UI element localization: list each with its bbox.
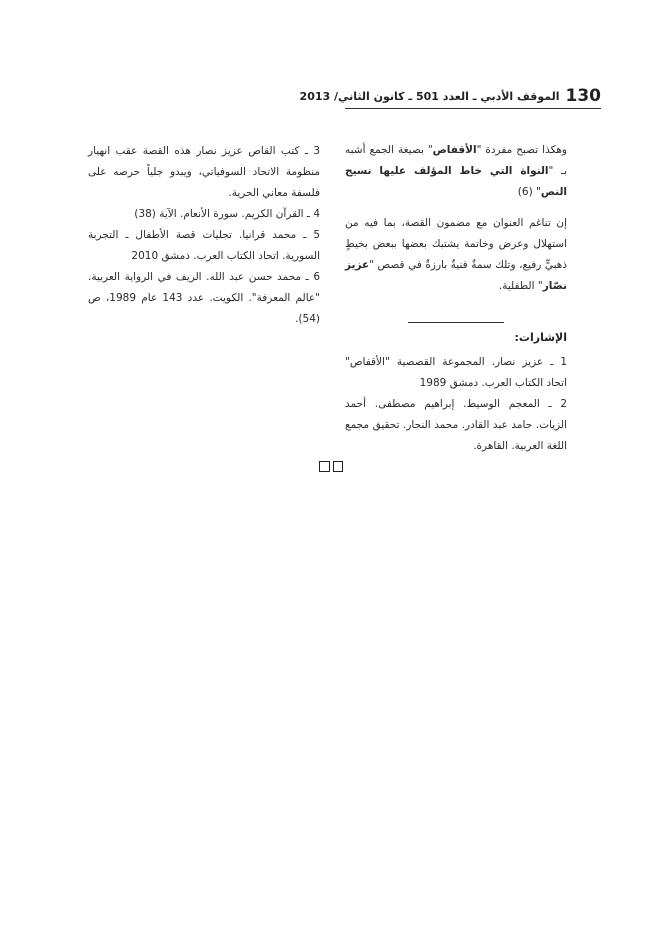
article-body (345, 140, 567, 297)
square-icon (319, 461, 330, 472)
square-icon (333, 461, 344, 472)
reference-item: 5 ـ محمد قرانيا. تجليات قصة الأطفال ـ التجربة السورية. اتحاد الكتاب العرب. دمشق 2010 (88, 229, 320, 262)
reference-item: 4 ـ القرآن الكريم. سورة الأنعام. الآية (38) (134, 208, 320, 220)
text-run: وهكذا تصبح مفردة " (476, 144, 567, 156)
bold-quote: النواة التي خاط المؤلف عليها نسيج النص (345, 165, 567, 198)
references-heading: الإشارات: (514, 331, 567, 344)
article-paragraph (345, 140, 567, 203)
text-run: إن تناغم العنوان مع مضمون القصة، بما فيه من استهلال وعرض وخاتمة يشتبك بعضها ببعض بخيطٍ ذهبيٍّ رفيع، وتلك سمةٌ فنيةٌ بارزةٌ في قصص " (345, 217, 567, 271)
running-header (299, 84, 601, 108)
reference-item: 2 ـ المعجم الوسيط. إبراهيم مصطفى. أحمد الزيات. حامد عبد القادر. محمد النجار. تحقيق مجمع اللغة العربية. القاهرة. (345, 398, 567, 452)
header-rule (345, 108, 601, 109)
text-run: " (6) (517, 186, 541, 198)
reference-item: 1 ـ عزيز نصار. المجموعة القصصية "الأقفاص" اتحاد الكتاب العرب. دمشق 1989 (345, 356, 567, 389)
page-number: 130 (565, 86, 601, 106)
journal-title: الموقف الأدبي ـ العدد 501 ـ كانون الثاني/ 2013 (299, 89, 560, 103)
text-run: " الطفلية. (498, 280, 543, 292)
article-paragraph (345, 213, 567, 297)
reference-item: 3 ـ كتب القاص عزيز نصار هذه القصة عقب انهيار منظومة الاتحاد السوفياتي، ويبدو جلياً حرصه على فلسفة معاني الحرية. (88, 145, 320, 199)
references-list (345, 352, 567, 457)
reference-item: 6 ـ محمد حسن عبد الله. الريف في الرواية العربية. "عالم المعرفة". الكويت. عدد 143 عام 1989، ص (54). (88, 271, 321, 325)
end-of-article-icon (319, 461, 343, 473)
bold-author-name: عزيز نصّار (345, 259, 567, 292)
footnotes-column (88, 141, 320, 330)
section-separator (408, 322, 504, 323)
text-run: " بصيغة الجمع أشبه بـ " (345, 144, 567, 177)
bold-term: الأقفاص (432, 144, 477, 156)
